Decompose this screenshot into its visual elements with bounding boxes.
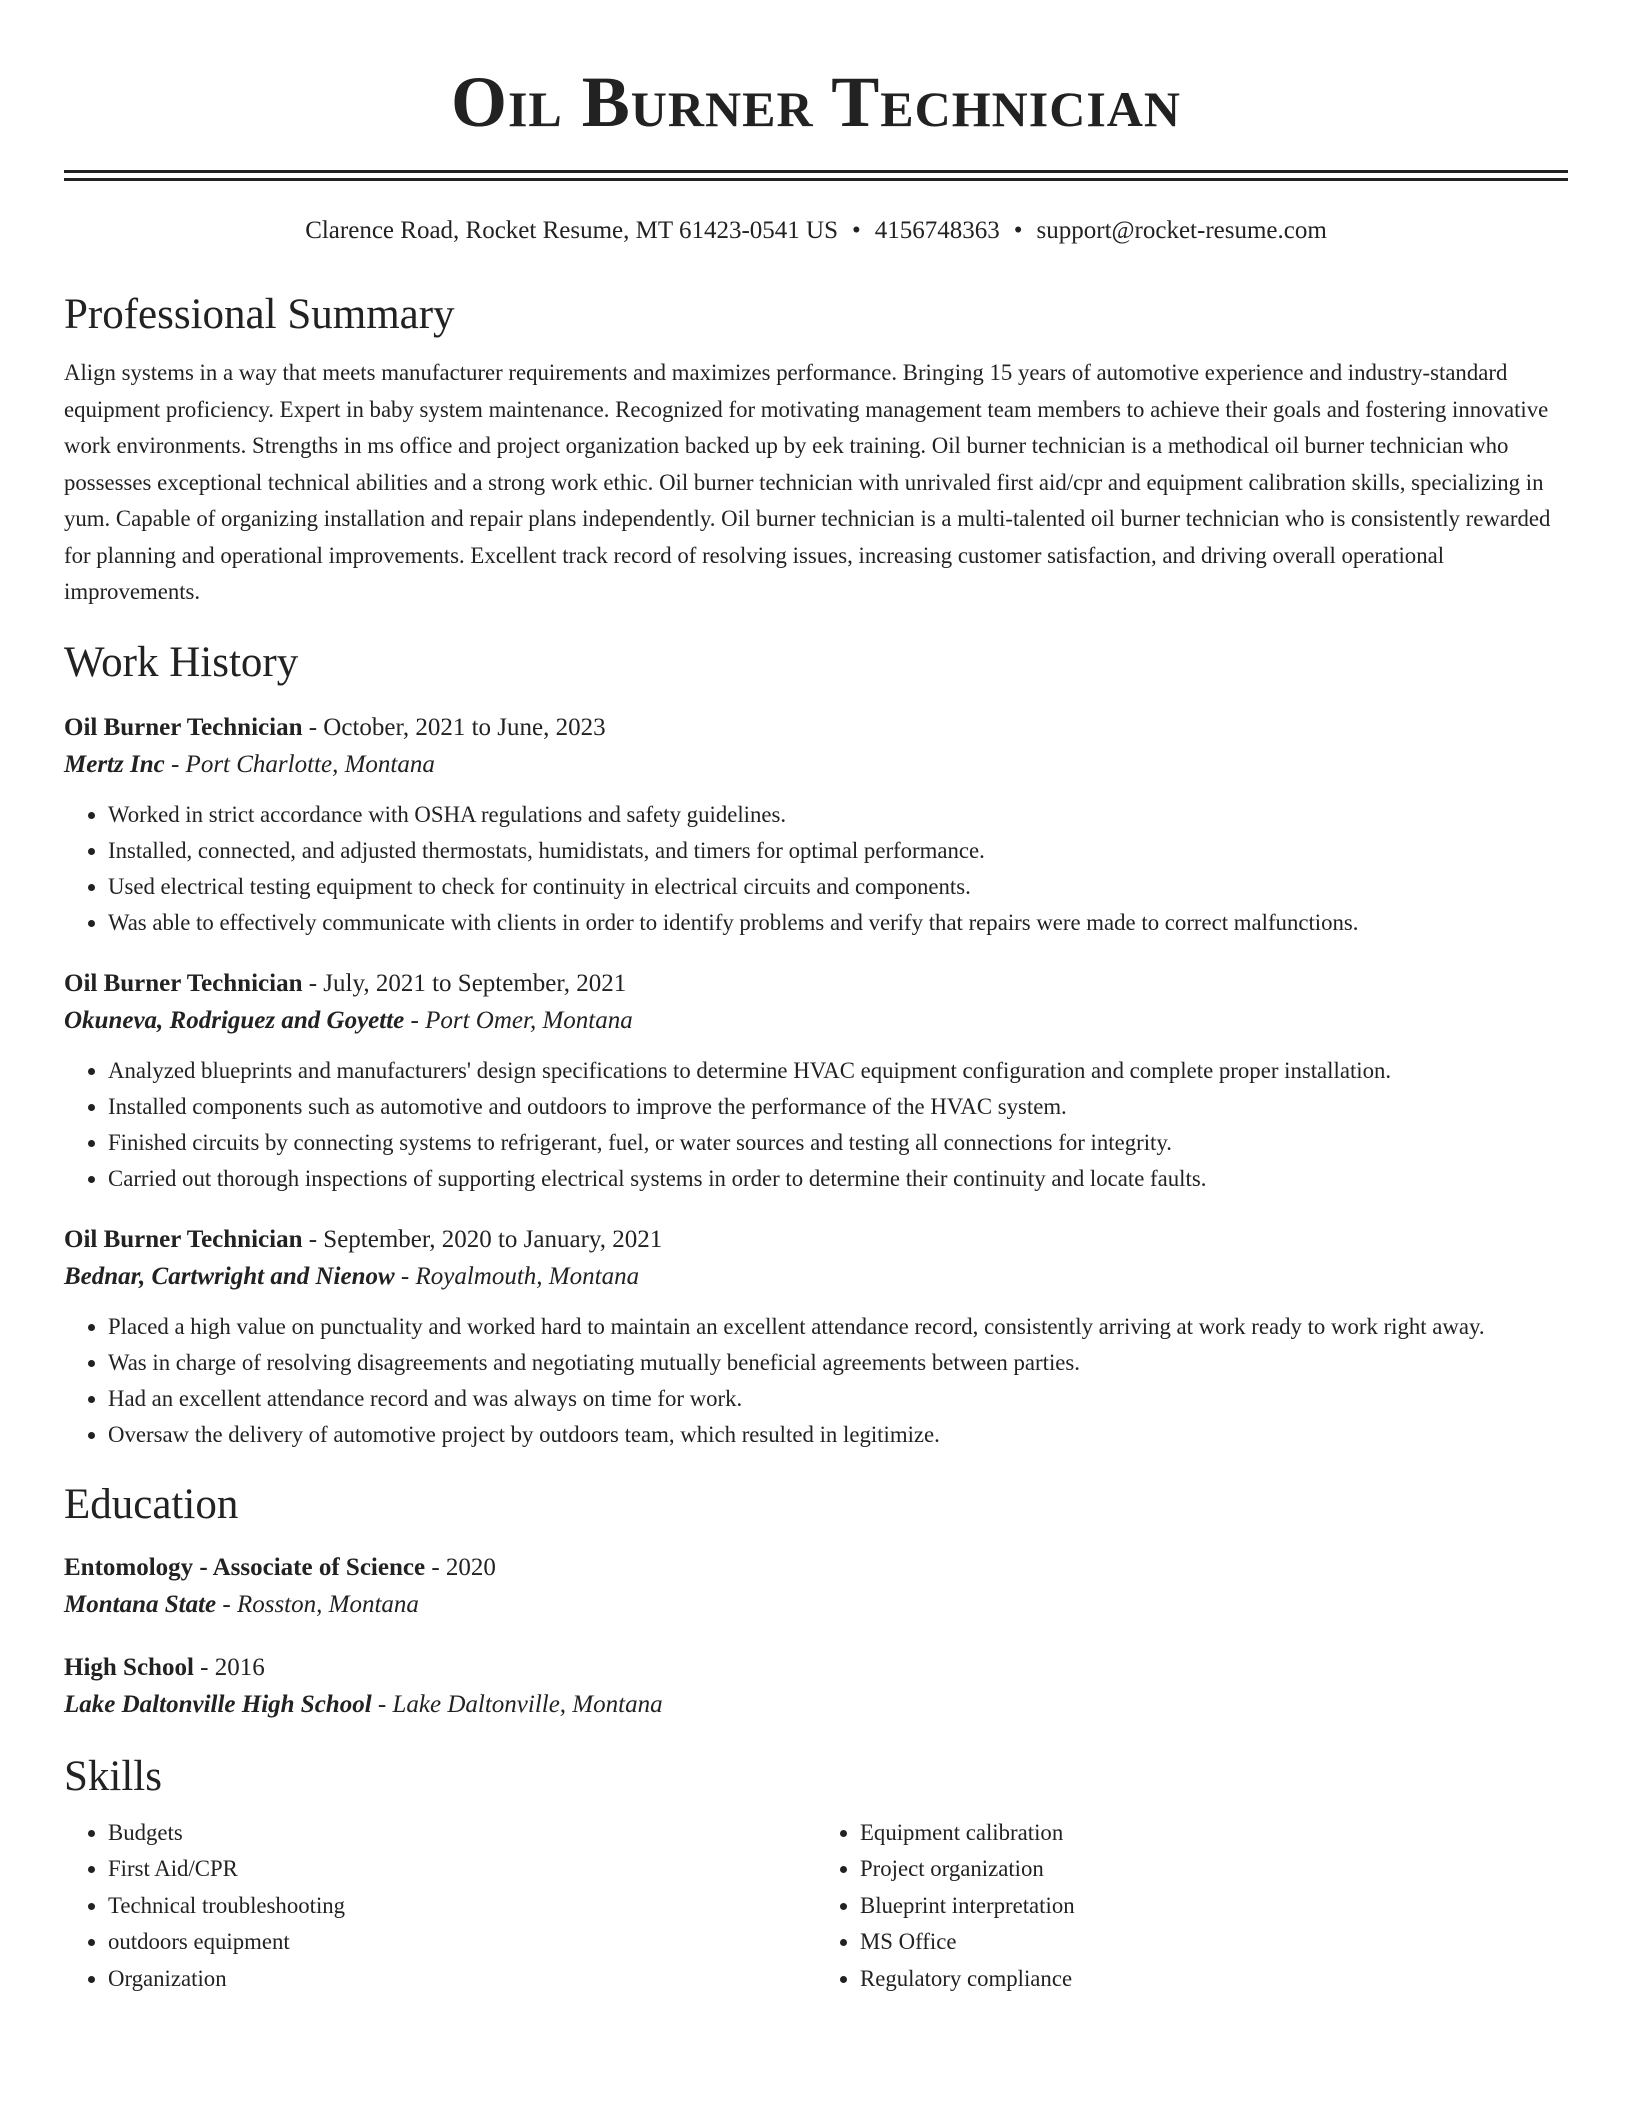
- skill-item: • Technical troubleshooting: [108, 1888, 816, 1925]
- skill-item: • First Aid/CPR: [108, 1851, 816, 1888]
- job-employer: [64, 1001, 1568, 1041]
- section-title-work-history: Work History: [64, 638, 299, 686]
- education-school: Montana State: [64, 1590, 217, 1618]
- job-bullet: • Used electrical testing equipment to check for continuity in electrical circuits and components.: [108, 869, 1568, 905]
- job-company: Bednar, Cartwright and Nienow: [64, 1262, 395, 1290]
- job-title: Oil Burner Technician: [64, 1225, 303, 1253]
- skill-item: • Regulatory compliance: [860, 1961, 1568, 1998]
- job-bullets: [64, 797, 1568, 941]
- education-year: - 2020: [425, 1553, 496, 1581]
- job-header: [64, 711, 1568, 745]
- job-location: - Port Charlotte, Montana: [164, 750, 435, 778]
- skill-item: • Organization: [108, 1961, 816, 1998]
- contact-email: support@rocket-resume.com: [1036, 217, 1327, 244]
- job-bullet: • Finished circuits by connecting systems to refrigerant, fuel, or water sources and testing all connections for integrity.: [108, 1125, 1568, 1161]
- job-bullet: • Placed a high value on punctuality and worked hard to maintain an excellent attendance record, consistently arriving at work ready to work right away.: [108, 1309, 1568, 1345]
- job-entry: [64, 1223, 1568, 1453]
- job-bullet: • Carried out thorough inspections of supporting electrical systems in order to determine their continuity and locate faults.: [108, 1161, 1568, 1197]
- skill-item: • MS Office: [860, 1924, 1568, 1961]
- contact-separator: •: [1013, 217, 1023, 244]
- job-location: - Royalmouth, Montana: [394, 1262, 640, 1290]
- skills-column-right: [816, 1815, 1568, 1998]
- job-dates: - September, 2020 to January, 2021: [302, 1225, 663, 1253]
- skills-list: [64, 1815, 1568, 1998]
- job-dates: - July, 2021 to September, 2021: [302, 969, 627, 997]
- contact-separator: •: [851, 217, 861, 244]
- skill-item: • Blueprint interpretation: [860, 1888, 1568, 1925]
- job-title: Oil Burner Technician: [64, 969, 303, 997]
- contact-phone: 4156748363: [874, 217, 1000, 244]
- job-bullet: • Installed, connected, and adjusted thermostats, humidistats, and timers for optimal performance.: [108, 833, 1568, 869]
- skill-item: • Project organization: [860, 1851, 1568, 1888]
- job-bullet: • Had an excellent attendance record and was always on time for work.: [108, 1381, 1568, 1417]
- job-location: - Port Omer, Montana: [404, 1006, 633, 1034]
- job-company: Okuneva, Rodriguez and Goyette: [64, 1006, 405, 1034]
- job-dates: - October, 2021 to June, 2023: [302, 713, 606, 741]
- education-degree: Entomology - Associate of Science: [64, 1553, 426, 1581]
- skill-item: • Equipment calibration: [860, 1815, 1568, 1852]
- education-header: [64, 1551, 1568, 1585]
- summary-text: Align systems in a way that meets manufacturer requirements and maximizes performance. Bringing 15 years of automotive experience and industry-standard equipment proficiency. Expert in baby system maintenance. Recognized for motivating management team members to achieve their goals and fostering innovative work environments. Strengths in ms office and project organization backed up by eek training. Oil burner technician is a methodical oil burner technician who possesses exceptional technical abilities and a strong work ethic. Oil burner technician with unrivaled first aid/cpr and equipment calibration skills, specializing in yum. Capable of organizing installation and repair plans independently. Oil burner technician is a multi-talented oil burner technician who is consistently rewarded for planning and operational improvements. Excellent track record of resolving issues, increasing customer satisfaction, and driving overall operational improvements.: [64, 360, 1551, 604]
- education-location: - Rosston, Montana: [216, 1590, 419, 1618]
- header-divider-top: [64, 170, 1568, 173]
- job-bullet: • Analyzed blueprints and manufacturers' design specifications to determine HVAC equipment configuration and complete proper installation.: [108, 1053, 1568, 1089]
- job-bullet: • Oversaw the delivery of automotive project by outdoors team, which resulted in legitimize.: [108, 1417, 1568, 1453]
- education-degree: High School: [64, 1653, 194, 1681]
- education-entry: [64, 1651, 1568, 1725]
- job-entry: [64, 967, 1568, 1197]
- education-header: [64, 1651, 1568, 1685]
- job-bullets: [64, 1309, 1568, 1453]
- education-school: Lake Daltonville High School: [64, 1690, 372, 1718]
- job-bullet: • Was able to effectively communicate with clients in order to identify problems and verify that repairs were made to correct malfunctions.: [108, 905, 1568, 941]
- section-title-skills: Skills: [64, 1752, 162, 1800]
- job-bullet: • Installed components such as automotive and outdoors to improve the performance of the HVAC system.: [108, 1089, 1568, 1125]
- skills-column-left: [64, 1815, 816, 1998]
- section-title-education: Education: [64, 1480, 239, 1528]
- job-bullets: [64, 1053, 1568, 1197]
- job-employer: [64, 745, 1568, 785]
- job-company: Mertz Inc: [64, 750, 165, 778]
- education-entry: [64, 1551, 1568, 1625]
- education-location: - Lake Daltonville, Montana: [371, 1690, 663, 1718]
- contact-address: Clarence Road, Rocket Resume, MT 61423-0541 US: [305, 217, 838, 244]
- education-school-line: [64, 1585, 1568, 1625]
- header-divider-bottom: [64, 178, 1568, 181]
- job-bullet: • Was in charge of resolving disagreements and negotiating mutually beneficial agreements between parties.: [108, 1345, 1568, 1381]
- skill-item: • outdoors equipment: [108, 1924, 816, 1961]
- skill-item: • Budgets: [108, 1815, 816, 1852]
- job-title: Oil Burner Technician: [64, 713, 303, 741]
- education-school-line: [64, 1685, 1568, 1725]
- section-title-summary: Professional Summary: [64, 291, 455, 338]
- job-bullet: • Worked in strict accordance with OSHA regulations and safety guidelines.: [108, 797, 1568, 833]
- education-year: - 2016: [193, 1653, 265, 1681]
- job-employer: [64, 1257, 1568, 1297]
- job-header: [64, 967, 1568, 1001]
- contact-line: [64, 215, 1568, 247]
- job-header: [64, 1223, 1568, 1257]
- resume-name: Oil Burner Technician: [450, 62, 1182, 142]
- job-entry: [64, 711, 1568, 941]
